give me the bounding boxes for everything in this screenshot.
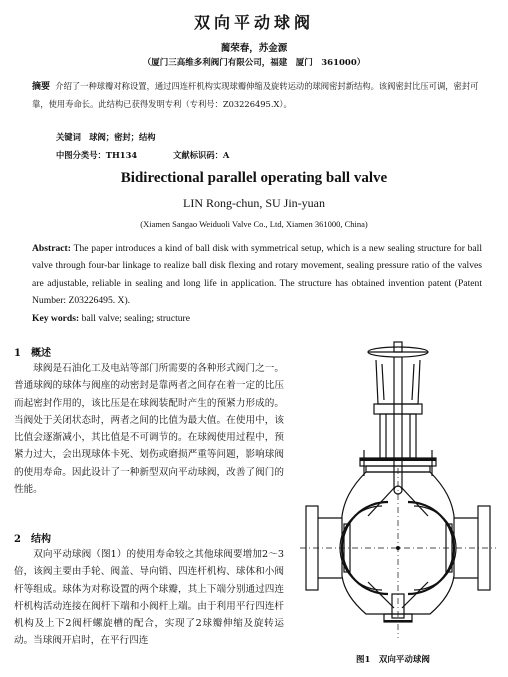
abstract-cn-text: 介绍了一种球瓣对称设置，通过四连杆机构实现球瓣伸缩及旋转运动的球阀密封新结构。该阀密封比压可调，密封可靠，使用寿命长。此结构已获得发明专利（专利号：Z03226495.X）。 — [32, 81, 479, 109]
keywords-en-label: Key words: — [32, 313, 80, 324]
paper-title-cn: 双向平动球阀 — [193, 13, 314, 32]
valve-cross-section-figure — [296, 338, 496, 648]
section1-body: 球阀是石油化工及电站等部门所需要的各种形式阀门之一。普通球阀的球体与阀座的动密封是靠两者之间存在着一定的比压而起密封作用的，该比压是在球阀装配时产生的预紧力形成的。当阀处于关闭状态时，两者之间的比值为最大值。在使用中，该比值会逐渐减小，其比值是不可调节的。在球阀使用过程中，预紧力过大，会出现球体卡死、划伤或磨损严重等问题，影响球阀的使用寿命。因此设计了一种新型双向平动球阀，改善了阀门的性能。 — [14, 363, 284, 496]
authors-en: LIN Rong-chun, SU Jin-yuan — [183, 196, 325, 210]
abstract-en-text: The paper introduces a kind of ball disk with symmetrical setup, which is a new sealing structure for ball valve through four-bar linkage to realize ball disk flexing and rotary movement, sealing pressure ratio of the valves are adjustable, reliable in sealing and long life in application. The structure has obtained invention patent (Patent Number: Z03226495. X). — [32, 243, 482, 307]
abstract-en-label: Abstract: — [32, 243, 71, 254]
section2-body: 双向平动球阀（图1）的使用寿命较之其他球阀要增加2～3倍，该阀主要由手轮、阀盖、导向销、四连杆机构、球体和小阀杆等组成。球体为对称设置的两个球瓣，其上下端分别通过四连杆机构活动连接在阀杆下端和小阀杆上端。由于利用平行四连杆机构及上下2阀杆螺旋槽的配合，实现了2球瓣伸缩及旋转运动。当球阀开启时，在平行四连 — [14, 549, 284, 647]
figure-caption: 图1 双向平动球阀 — [356, 655, 430, 665]
classification-cn: 中图分类号：TH134 — [56, 150, 138, 160]
doc-code-cn: 文献标识码：A — [173, 150, 230, 160]
abstract-cn-label: 摘要 — [32, 82, 51, 92]
section2-heading: 2 结构 — [14, 534, 51, 545]
keywords-cn: 关键词 球阀；密封；结构 — [56, 132, 156, 142]
keywords-en-text: ball valve; sealing; structure — [81, 313, 191, 324]
abstract-en — [32, 240, 482, 310]
paper-title-en: Bidirectional parallel operating ball valve — [120, 170, 388, 186]
abstract-cn — [32, 78, 482, 112]
classification-line — [56, 149, 265, 161]
authors-cn: 蔺荣春，苏金源 — [220, 43, 288, 54]
affiliation-en: (Xiamen Sangao Weiduoli Valve Co., Ltd, Xiamen 361000, China) — [140, 219, 368, 229]
section1-heading: 1 概述 — [14, 348, 51, 359]
keywords-en — [32, 313, 190, 324]
affiliation-cn: （厦门三高维多利阀门有限公司，福建 厦门 361000） — [142, 58, 366, 68]
